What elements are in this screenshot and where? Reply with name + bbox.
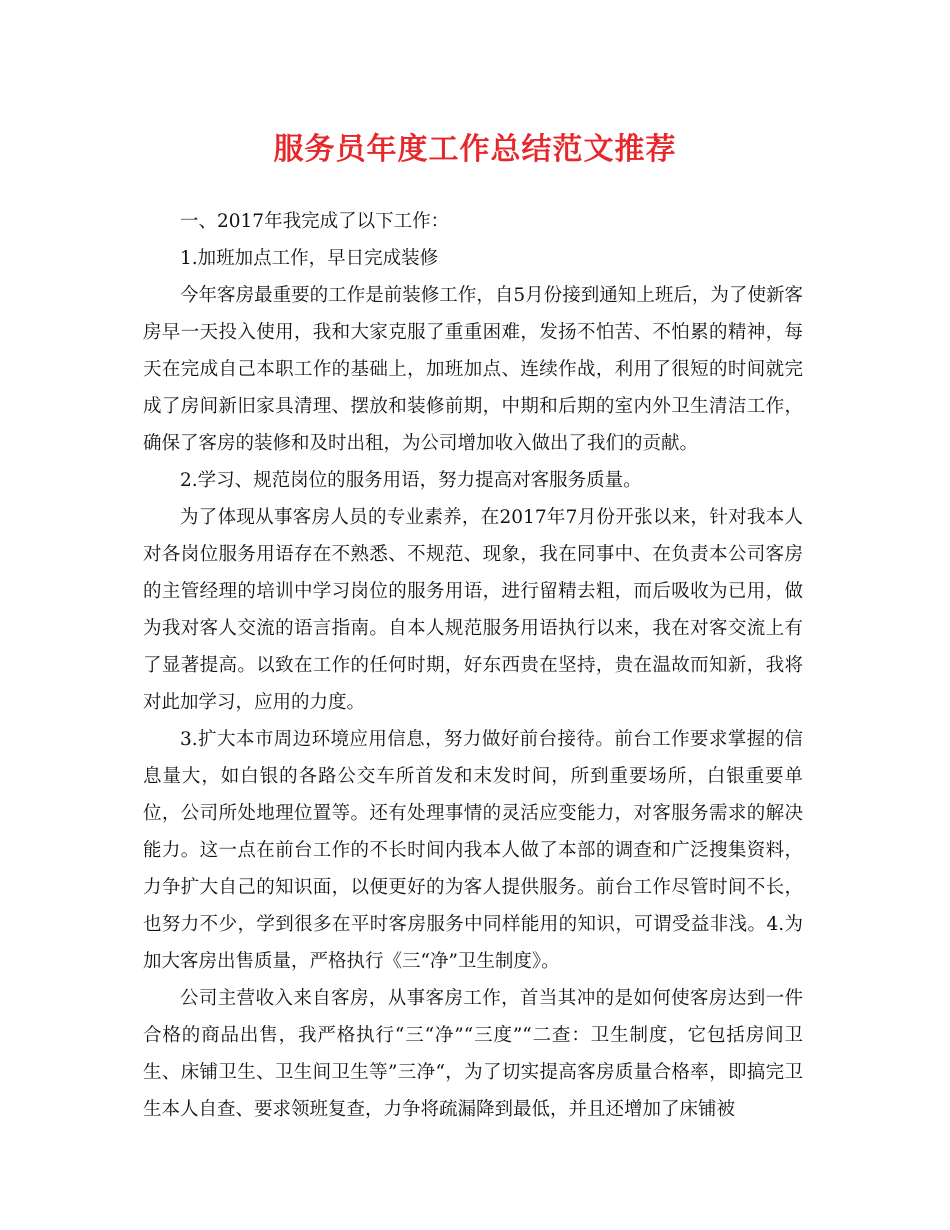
- paragraph-front-desk: 3.扩大本市周边环境应用信息，努力做好前台接待。前台工作要求掌握的信息量大，如白银的各路公交车所首发和末发时间，所到重要场所，白银重要单位，公司所处地理位置等。还有处理事情的灵活应变能力，对客服务需求的解决能力。这一点在前台工作的不长时间内我本人做了本部的调查和广泛搜集资料，力争扩大自己的知识面，以便更好的为客人提供服务。前台工作尽管时间不长，也努力不少，学到很多在平时客房服务中同样能用的知识，可谓受益非浅。4.为加大客房出售质量，严格执行《三“净”卫生制度》。: [143, 729, 803, 972]
- document-title: 服务员年度工作总结范文推荐: [273, 132, 677, 167]
- section-heading: 一、2017年我完成了以下工作：: [180, 211, 450, 232]
- paragraph-renovation: 今年客房最重要的工作是前装修工作，自5月份接到通知上班后，为了使新客房早一天投入使用，我和大家克服了重重困难，发扬不怕苦、不怕累的精神，每天在完成自己本职工作的基础上，加班加点、连续作战，利用了很短的时间就完成了房间新旧家具清理、摆放和装修前期，中期和后期的室内外卫生清洁工作，确保了客房的装修和及时出租，为公司增加收入做出了我们的贡献。: [143, 285, 803, 454]
- paragraph-housekeeping: 公司主营收入来自客房，从事客房工作，首当其冲的是如何使客房达到一件合格的商品出售，我严格执行“三“净”“三度”“二查：卫生制度，它包括房间卫生、床铺卫生、卫生间卫生等”三净“，为了切实提高客房质量合格率，即搞完卫生本人自查、要求领班复查，力争将疏漏降到最低，并且还增加了床铺被: [143, 988, 803, 1120]
- document-body: [143, 203, 803, 1128]
- paragraph-service-language: 为了体现从事客房人员的专业素养，在2017年7月份开张以来，针对我本人对各岗位服务用语存在不熟悉、不规范、现象，我在同事中、在负责本公司客房的主管经理的培训中学习岗位的服务用语，进行留精去粗，而后吸收为已用，做为我对客人交流的语言指南。自本人规范服务用语执行以来，我在对客交流上有了显著提高。以致在工作的任何时期，好东西贵在坚持，贵在温故而知新，我将对此加学习，应用的力度。: [143, 507, 803, 713]
- item-heading-1: 1.加班加点工作，早日完成装修: [180, 248, 439, 269]
- item-heading-2: 2.学习、规范岗位的服务用语，努力提高对客服务质量。: [180, 470, 642, 491]
